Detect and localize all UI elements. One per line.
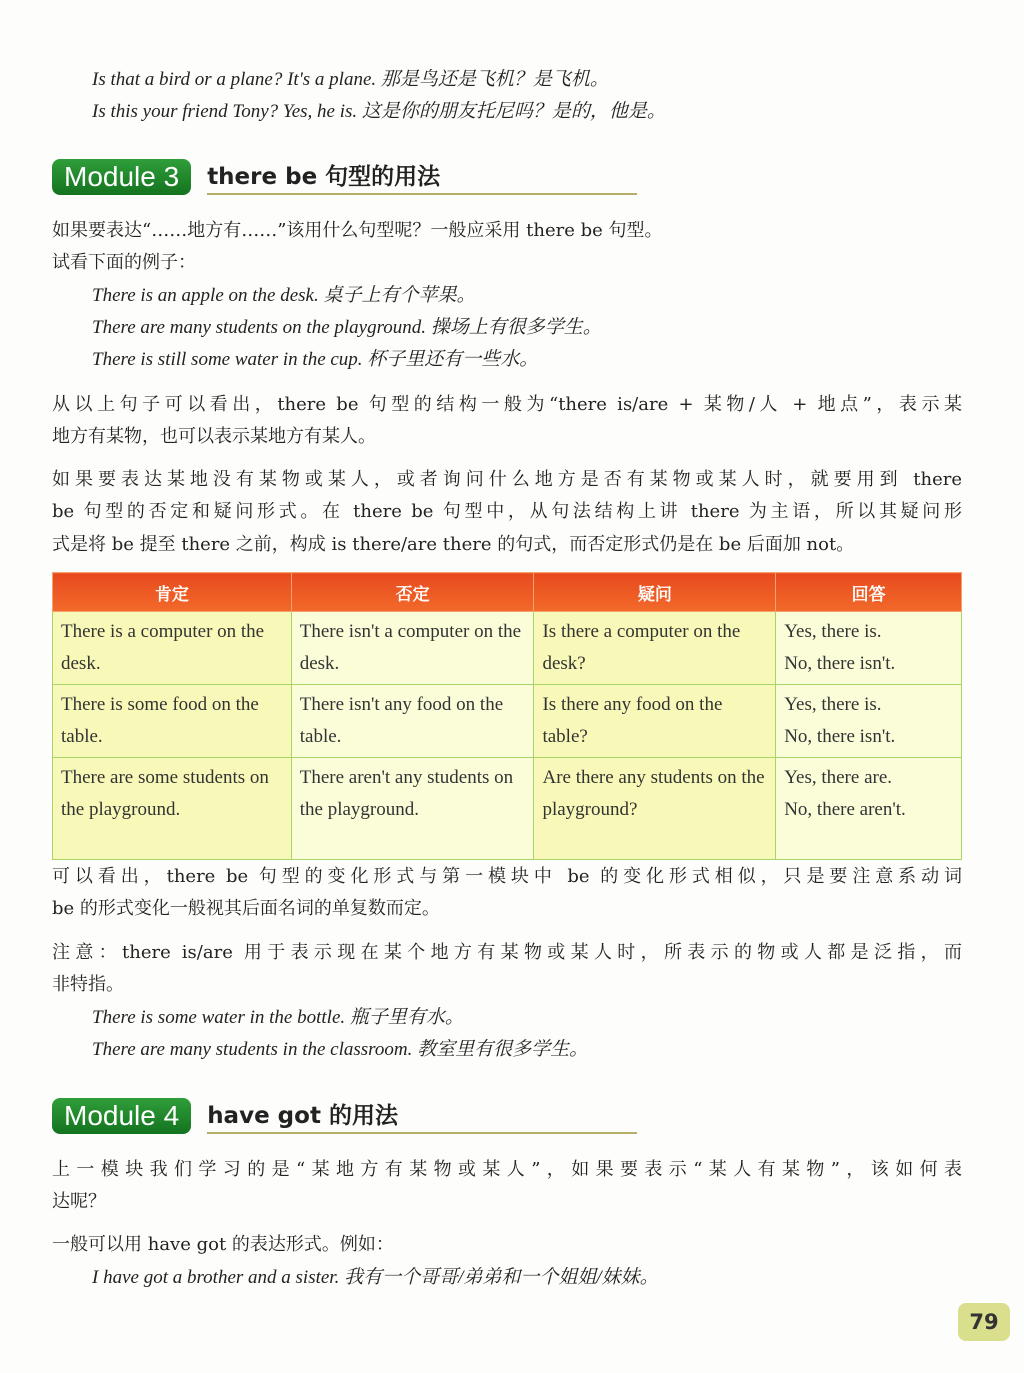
- page-number: 79: [958, 1303, 1010, 1341]
- header-answer: 回答: [776, 573, 962, 612]
- there-be-forms-table: [52, 572, 962, 860]
- example-sentence: Is that a bird or a plane? It's a plane. 那是鸟还是飞机？是飞机。: [92, 69, 609, 90]
- table-header-row: [53, 573, 962, 612]
- module3-heading: [52, 159, 637, 195]
- table-row: [53, 612, 962, 685]
- table-cell: Yes, there is. No, there isn't.: [776, 612, 962, 685]
- paragraph-line: 达呢？: [52, 1191, 106, 1212]
- table-cell: Is there a computer on the desk?: [534, 612, 776, 685]
- table-row: [53, 685, 962, 758]
- paragraph-line: 上一模块我们学习的是“某地方有某物或某人”，如果要表示“某人有某物”，该如何表: [52, 1159, 962, 1180]
- paragraph-line: 地方有某物，也可以表示某地方有某人。: [52, 426, 376, 447]
- example-sentence: There are many students in the classroom. 教室里有很多学生。: [92, 1039, 589, 1060]
- header-affirmative: 肯定: [53, 573, 292, 612]
- paragraph-line: 可以看出，there be 句型的变化形式与第一模块中 be 的变化形式相似，只是要注意系动词: [52, 866, 962, 887]
- paragraph-line: 如果要表达“……地方有……”该用什么句型呢？一般应采用 there be 句型。: [52, 220, 663, 241]
- table-cell: There is some food on the table.: [53, 685, 292, 758]
- example-sentence: There are many students on the playground. 操场上有很多学生。: [92, 317, 602, 338]
- paragraph-line: 非特指。: [52, 974, 124, 995]
- example-sentence: Is this your friend Tony? Yes, he is. 这是你的朋友托尼吗？是的，他是。: [92, 101, 666, 122]
- module4-heading: [52, 1098, 637, 1134]
- header-question: 疑问: [534, 573, 776, 612]
- table-cell: Yes, there is. No, there isn't.: [776, 685, 962, 758]
- paragraph-line: 试看下面的例子：: [52, 252, 196, 273]
- example-sentence: There is some water in the bottle. 瓶子里有水。: [92, 1007, 464, 1028]
- paragraph-line: 如果要表达某地没有某物或某人，或者询问什么地方是否有某物或某人时，就要用到 there: [52, 469, 962, 490]
- paragraph-line: 注意：there is/are 用于表示现在某个地方有某物或某人时，所表示的物或人都是泛指，而: [52, 942, 962, 963]
- paragraph-line: 从以上句子可以看出，there be 句型的结构一般为“there is/are + 某物/人 + 地点”，表示某: [52, 394, 962, 415]
- paragraph-line: be 句型的否定和疑问形式。在 there be 句型中，从句法结构上讲 there 为主语，所以其疑问形: [52, 501, 962, 522]
- table-cell: There isn't any food on the table.: [291, 685, 534, 758]
- example-sentence: I have got a brother and a sister. 我有一个哥哥/弟弟和一个姐姐/妹妹。: [92, 1267, 659, 1288]
- table-cell: Are there any students on the playground?: [534, 758, 776, 860]
- table-cell: There are some students on the playground.: [53, 758, 292, 860]
- module-badge: Module 4: [52, 1098, 191, 1134]
- module-title: there be 句型的用法: [207, 158, 637, 195]
- paragraph-line: be 的形式变化一般视其后面名词的单复数而定。: [52, 898, 440, 919]
- paragraph-line: 式是将 be 提至 there 之前，构成 is there/are there 的句式，而否定形式仍是在 be 后面加 not。: [52, 534, 855, 555]
- module-badge: Module 3: [52, 159, 191, 195]
- example-sentence: There is still some water in the cup. 杯子里还有一些水。: [92, 349, 539, 370]
- table-row: [53, 758, 962, 860]
- table-cell: Yes, there are. No, there aren't.: [776, 758, 962, 860]
- table-cell: Is there any food on the table?: [534, 685, 776, 758]
- table-cell: There aren't any students on the playground.: [291, 758, 534, 860]
- paragraph-line: 一般可以用 have got 的表达形式。例如：: [52, 1234, 394, 1255]
- table-cell: There is a computer on the desk.: [53, 612, 292, 685]
- table-cell: There isn't a computer on the desk.: [291, 612, 534, 685]
- example-sentence: There is an apple on the desk. 桌子上有个苹果。: [92, 285, 476, 306]
- header-negative: 否定: [291, 573, 534, 612]
- module-title: have got 的用法: [207, 1097, 637, 1134]
